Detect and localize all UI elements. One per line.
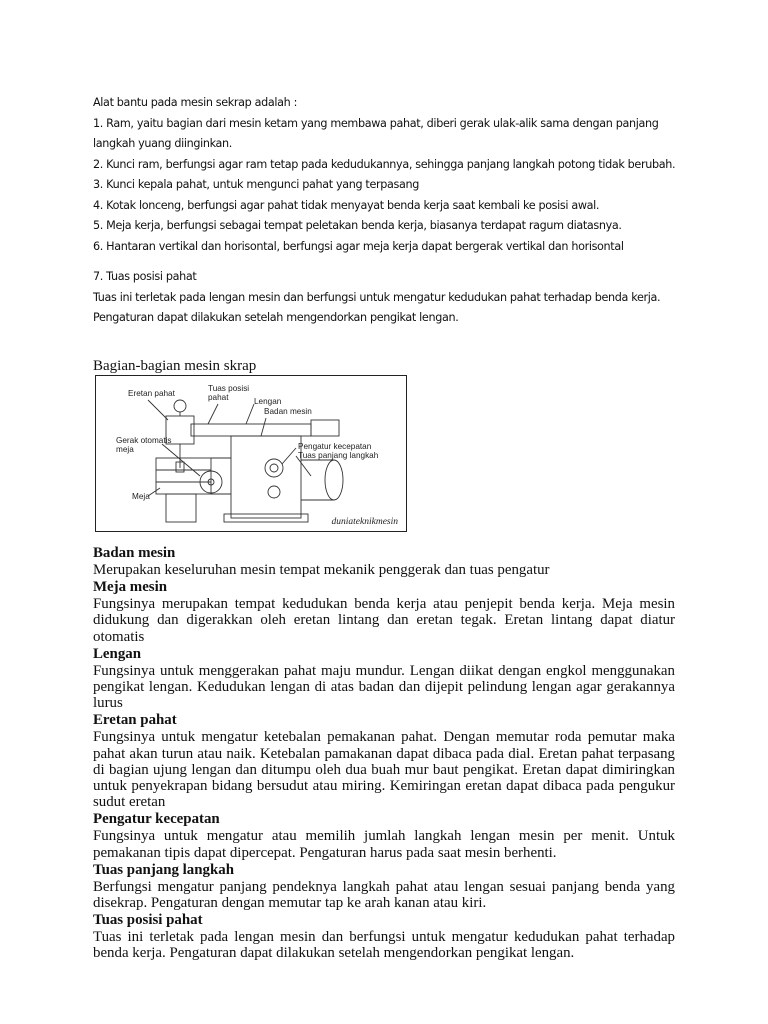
section-title-pengatur-kecepatan: Pengatur kecepatan <box>93 811 220 828</box>
section-text-meja-mesin: Fungsinya merupakan tempat kedudukan benda kerja atau penjepit benda kerja. Meja mesin didukung dan digerakkan oleh eretan lintang dan eretan tegak. Eretan lintang dapat diatur otomatis <box>93 596 675 645</box>
intro-item-6: 6. Hantaran vertikal dan horisontal, berfungsi agar meja kerja dapat bergerak vertikal dan horisontal <box>93 239 624 253</box>
label-gerak-otomatis: Gerak otomatis meja <box>116 436 172 454</box>
section-title-eretan-pahat: Eretan pahat <box>93 712 177 729</box>
label-tuas-panjang-langkah: Tuas panjang langkah <box>298 451 379 460</box>
machine-diagram <box>95 375 407 532</box>
speed-wheel-shape <box>265 459 283 477</box>
ram-shape <box>191 424 311 436</box>
label-lengan: Lengan <box>254 397 282 406</box>
section-title-tuas-panjang-langkah: Tuas panjang langkah <box>93 861 234 878</box>
figure-caption: Bagian-bagian mesin skrap <box>93 358 257 374</box>
label-badan-mesin: Badan mesin <box>264 407 312 416</box>
watermark: duniateknikmesin <box>331 517 398 527</box>
intro-item-5: 5. Meja kerja, berfungsi sebagai tempat peletakan benda kerja, biasanya terdapat ragum diatasnya. <box>93 219 622 232</box>
body-shape <box>231 436 301 518</box>
section-text-tuas-panjang-langkah: Berfungsi mengatur panjang pendeknya langkah pahat atau lengan sesuai panjang benda yang disekrap. Pengaturan dengan memutar tap ke arah kanan atau kiri. <box>93 878 675 912</box>
section-text-badan-mesin: Merupakan keseluruhan mesin tempat mekanik penggerak dan tuas pengatur <box>93 562 550 578</box>
intro-item-4: 4. Kotak lonceng, berfungsi agar pahat tidak menyayat benda kerja saat kembali ke posisi awal. <box>93 198 600 212</box>
intro-heading: Alat bantu pada mesin sekrap adalah : <box>93 96 298 109</box>
intro-item-2: 2. Kunci ram, berfungsi agar ram tetap pada kedudukannya, sehingga panjang langkah potong tidak berubah. <box>93 157 676 171</box>
label-meja: Meja <box>132 492 150 501</box>
section-text-lengan: Fungsinya untuk menggerakan pahat maju mundur. Lengan diikat dengan engkol menggunakan pengikat lengan. Kedudukan lengan di atas badan dan dijepit pelindung lengan agar gerakannya lurus <box>93 662 675 712</box>
label-tuas-posisi-pahat: Tuas posisi pahat <box>208 384 250 402</box>
intro-item-1: 1. Ram, yaitu bagian dari mesin ketam yang membawa pahat, diberi gerak ulak-alik sama dengan panjang langkah yuang diinginkan. <box>93 116 659 150</box>
section-text-tuas-posisi-pahat: Tuas ini terletak pada lengan mesin dan berfungsi untuk mengatur kedudukan pahat terhadap benda kerja. Pengaturan dapat dilakukan setelah mengendorkan pengikat lengan. <box>93 929 675 962</box>
intro-item-7-text: Tuas ini terletak pada lengan mesin dan berfungsi untuk mengatur kedudukan pahat terhadap benda kerja. Pengaturan dapat dilakukan setelah mengendorkan pengikat lengan. <box>93 290 661 324</box>
intro-item-7-title: 7. Tuas posisi pahat <box>93 270 197 283</box>
section-title-badan-mesin: Badan mesin <box>93 545 176 561</box>
section-text-eretan-pahat: Fungsinya untuk mengatur ketebalan pemakanan pahat. Dengan memutar roda pemutar maka pahat akan turun atau naik. Ketebalan pamakanan dapat dibaca pada dial. Eretan pahat terpasang di bagian ujung lengan dan ditumpu oleh dua buah mur baut pengikat. Eretan dapat dimiringkan untuk penyekrapan bidang bersudut atau miring. Kemiringan eretan dapat dibaca pada pengukur sudut eretan <box>93 729 675 811</box>
intro-list <box>93 93 693 329</box>
section-title-tuas-posisi-pahat: Tuas posisi pahat <box>93 912 203 929</box>
section-title-meja-mesin: Meja mesin <box>93 579 168 596</box>
sections <box>93 545 675 963</box>
section-title-lengan: Lengan <box>93 645 141 662</box>
spacer <box>93 257 693 267</box>
label-pengatur-kecepatan: Pengatur kecepatan <box>298 442 372 451</box>
intro-item-3: 3. Kunci kepala pahat, untuk mengunci pahat yang terpasang <box>93 178 419 191</box>
ram-rear-shape <box>311 420 339 436</box>
section-text-pengatur-kecepatan: Fungsinya untuk mengatur atau memilih jumlah langkah lengan mesin per menit. Untuk pemakanan tipis dapat dipercepat. Pengaturan harus pada saat mesin berhenti. <box>93 828 675 861</box>
label-eretan-pahat: Eretan pahat <box>128 389 175 398</box>
